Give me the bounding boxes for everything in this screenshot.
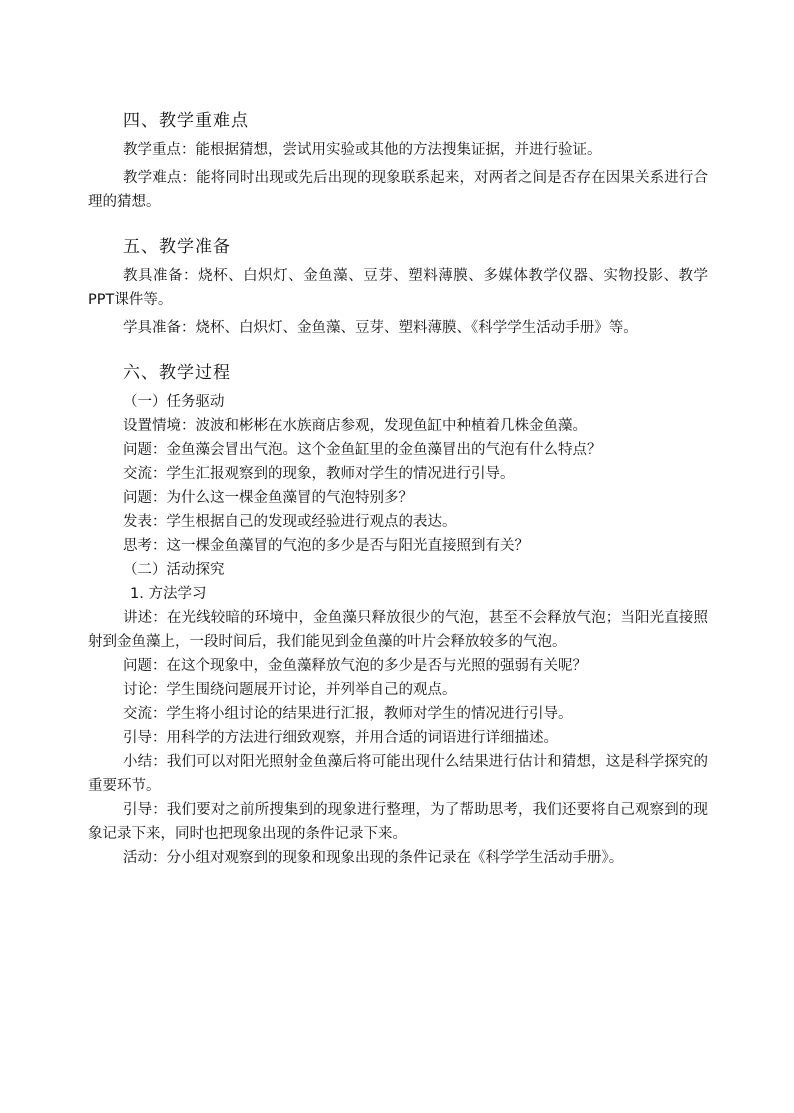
process-line: 问题：金鱼藻会冒出气泡。这个金鱼缸里的金鱼藻冒出的气泡有什么特点？ bbox=[123, 442, 602, 458]
activity-paragraph: 讲述：在光线较暗的环境中，金鱼藻只释放很少的气泡，甚至不会释放气泡；当阳光直接照射到金鱼藻上，一段时间后，我们能见到金鱼藻的叶片会释放较多的气泡。 bbox=[88, 610, 708, 650]
subsection-title-activity: （二）活动探究 bbox=[123, 562, 225, 578]
subsection-title-task-driven: （一）任务驱动 bbox=[123, 394, 225, 410]
activity-paragraph: 问题：在这个现象中，金鱼藻释放气泡的多少是否与光照的强弱有关呢？ bbox=[123, 658, 587, 674]
key-point-paragraph: 教学重点：能根据猜想，尝试用实验或其他的方法搜集证据，并进行验证。 bbox=[123, 142, 602, 158]
section-heading-process: 六、教学过程 bbox=[123, 363, 231, 383]
subsection-method-learning: 1. 方法学习 bbox=[130, 586, 207, 602]
activity-paragraph: 引导：我们要对之前所搜集到的现象进行整理，为了帮助思考，我们还要将自己观察到的现象记录下来，同时也把现象出现的条件记录下来。 bbox=[88, 802, 708, 842]
student-materials-paragraph: 学具准备：烧杯、白炽灯、金鱼藻、豆芽、塑料薄膜、《科学学生活动手册》等。 bbox=[123, 320, 638, 336]
process-line: 思考：这一棵金鱼藻冒的气泡的多少是否与阳光直接照到有关？ bbox=[123, 538, 529, 554]
section-heading-difficulties: 四、教学重难点 bbox=[123, 111, 249, 131]
process-line: 设置情境：波波和彬彬在水族商店参观，发现鱼缸中种植着几株金鱼藻。 bbox=[123, 418, 587, 434]
difficulty-paragraph: 教学难点：能将同时出现或先后出现的现象联系起来，对两者之间是否存在因果关系进行合理的猜想。 bbox=[88, 170, 708, 210]
activity-paragraph: 讨论：学生围绕问题展开讨论，并列举自己的观点。 bbox=[123, 682, 457, 698]
activity-paragraph: 活动：分小组对观察到的现象和现象出现的条件记录在《科学学生活动手册》。 bbox=[123, 850, 624, 866]
teacher-materials-paragraph: 教具准备：烧杯、白炽灯、金鱼藻、豆芽、塑料薄膜、多媒体教学仪器、实物投影、教学PPT课件等。 bbox=[88, 268, 708, 308]
activity-paragraph: 引导：用科学的方法进行细致观察，并用合适的词语进行详细描述。 bbox=[123, 730, 558, 746]
document-page bbox=[88, 108, 708, 870]
process-line: 发表：学生根据自己的发现或经验进行观点的表达。 bbox=[123, 514, 457, 530]
process-line: 交流：学生汇报观察到的现象，教师对学生的情况进行引导。 bbox=[123, 466, 515, 482]
process-line: 问题：为什么这一棵金鱼藻冒的气泡特别多？ bbox=[123, 490, 413, 506]
activity-paragraph: 小结：我们可以对阳光照射金鱼藻后将可能出现什么结果进行估计和猜想，这是科学探究的重要环节。 bbox=[88, 754, 708, 794]
section-heading-preparation: 五、教学准备 bbox=[123, 237, 231, 257]
activity-paragraph: 交流：学生将小组讨论的结果进行汇报，教师对学生的情况进行引导。 bbox=[123, 706, 573, 722]
